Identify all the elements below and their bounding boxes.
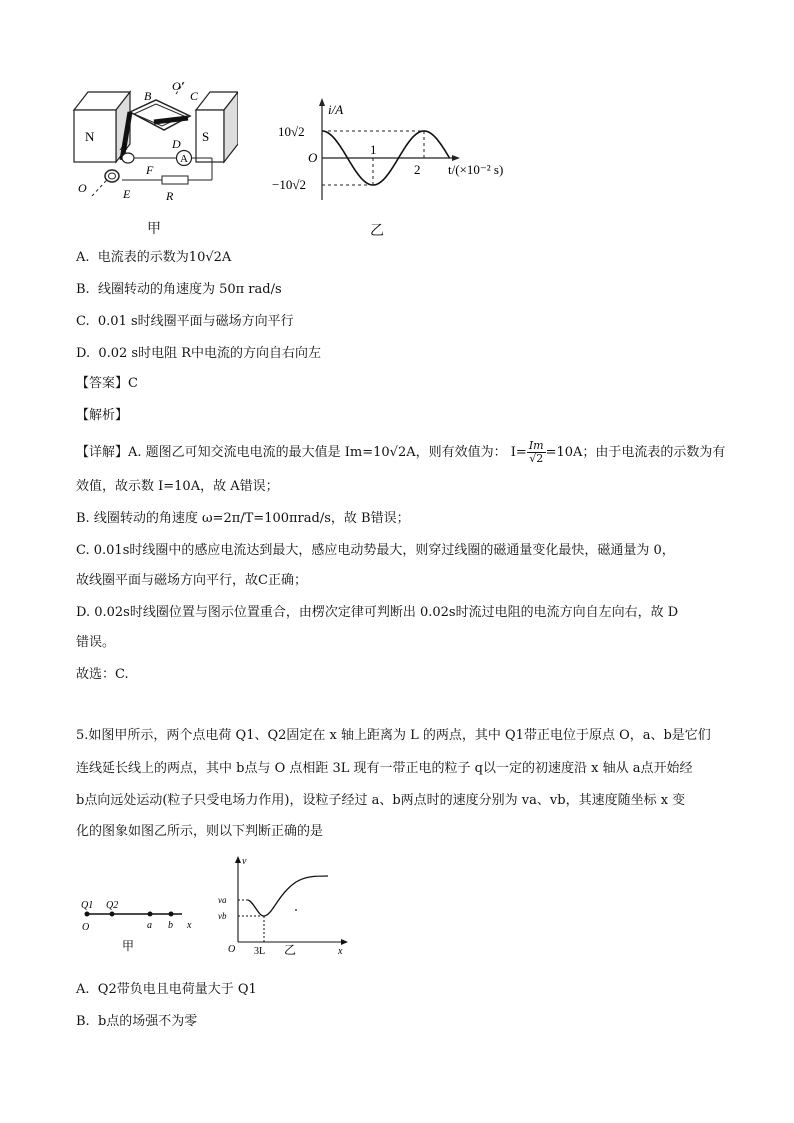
q5-stem-line1: 5.如图甲所示，两个点电荷 Q1、Q2固定在 x 轴上距离为 L 的两点，其中 Q1带正电位于原点 O，a、b是它们 [76, 728, 711, 743]
y-axis-label: i/A [328, 102, 344, 117]
y-min-label: −10√2 [272, 177, 306, 192]
label-Q1: Q1 [81, 900, 94, 911]
label-B: B [144, 89, 152, 103]
label-va: va [218, 895, 227, 905]
generator-figure [68, 78, 238, 208]
velocity-position-graph [208, 852, 358, 960]
label-a: a [147, 920, 152, 931]
q4-detail-c-line1: C. 0.01s时线圈中的感应电流达到最大，感应电动势最大，则穿过线圈的磁通量变化最快，磁通量为 0， [76, 543, 675, 558]
q4-answer: 【答案】C [76, 376, 138, 391]
resistor-icon [162, 176, 188, 184]
q4-option-a: A. 电流表的示数为10√2A [76, 250, 232, 265]
origin-label: O [308, 150, 318, 165]
label-S: S [202, 129, 210, 144]
label-E: E [123, 187, 131, 201]
q4-detail-d-line2: 错误。 [76, 635, 116, 650]
fraction: $\frac{Im}{√2}$ [528, 439, 544, 465]
label-x: x [187, 920, 192, 931]
label-vb: vb [218, 911, 227, 921]
tick-1-label: 1 [370, 142, 377, 157]
q4-choose: 故选：C. [76, 667, 129, 682]
q4-detail-a-line1: 【详解】A. 题图乙可知交流电电流的最大值是 Im=10√2A，则有效值为： I= $\frac{Im}{√2}$ =10A；由于电流表的示数为有 [76, 439, 726, 465]
label-O: O [78, 181, 87, 195]
label-R: R [166, 189, 174, 203]
charges-axis-figure [78, 896, 208, 958]
q4-detail-c-line2: 故线圈平面与磁场方向平行，故C正确； [76, 573, 307, 588]
x-axis-label: t/(×10⁻² s) [448, 162, 504, 177]
q5-stem-line4: 化的图象如图乙所示，则以下判断正确的是 [76, 824, 324, 839]
label-O: O [228, 944, 236, 955]
label-b: b [168, 920, 173, 931]
label-v: v [242, 856, 247, 867]
q4-detail-d-line1: D. 0.02s时线圈位置与图示位置重合，由楞次定律可判断出 0.02s时流过电阻的电流方向自左向右，故 D [76, 605, 679, 620]
fig-b-caption: 乙 [284, 943, 297, 957]
y-max-label: 10√2 [278, 124, 305, 139]
current-time-graph [270, 96, 530, 206]
label-N: N [85, 129, 95, 144]
label-Q2: Q2 [106, 900, 119, 911]
q4-analysis-heading: 【解析】 [76, 408, 129, 423]
label-F: F [146, 163, 154, 177]
q5-option-a: A. Q2带负电且电荷量大于 Q1 [76, 982, 257, 997]
q4-detail-a-line2: 效值，故示数 I=10A，故 A错误； [76, 479, 279, 494]
q4-option-d: D. 0.02 s时电阻 R中电流的方向自右向左 [76, 346, 322, 361]
label-x: x [338, 946, 343, 957]
q4-option-c: C. 0.01 s时线圈平面与磁场方向平行 [76, 314, 294, 329]
tick-2-label: 2 [414, 162, 421, 177]
label-O-prime: O′ [172, 79, 184, 93]
label-3L: 3L [254, 946, 266, 957]
label-A: A [120, 139, 128, 153]
label-D: D [172, 137, 181, 151]
fig-a-caption: 甲 [122, 939, 135, 953]
q5-stem-line3: b点向远处运动(粒子只受电场力作用)，设粒子经过 a、b两点时的速度分别为 va、vb，其速度随坐标 x 变 [76, 793, 686, 808]
q5-stem-line2: 连线延长线上的两点，其中 b点与 O 点相距 3L 现有一带正电的粒子 q以一定的初速度沿 x 轴从 a点开始经 [76, 761, 693, 776]
fig2-caption: 乙 [370, 223, 384, 239]
label-C: C [190, 89, 199, 103]
q5-option-b: B. b点的场强不为零 [76, 1014, 198, 1029]
q4-detail-b: B. 线圈转动的角速度 ω=2π/T=100πrad/s，故 B错误； [76, 511, 410, 526]
label-O: O [82, 922, 90, 933]
fig1-caption: 甲 [147, 221, 161, 237]
ammeter-label: A [180, 153, 188, 165]
q4-option-b: B. 线圈转动的角速度为 50π rad/s [76, 282, 282, 297]
